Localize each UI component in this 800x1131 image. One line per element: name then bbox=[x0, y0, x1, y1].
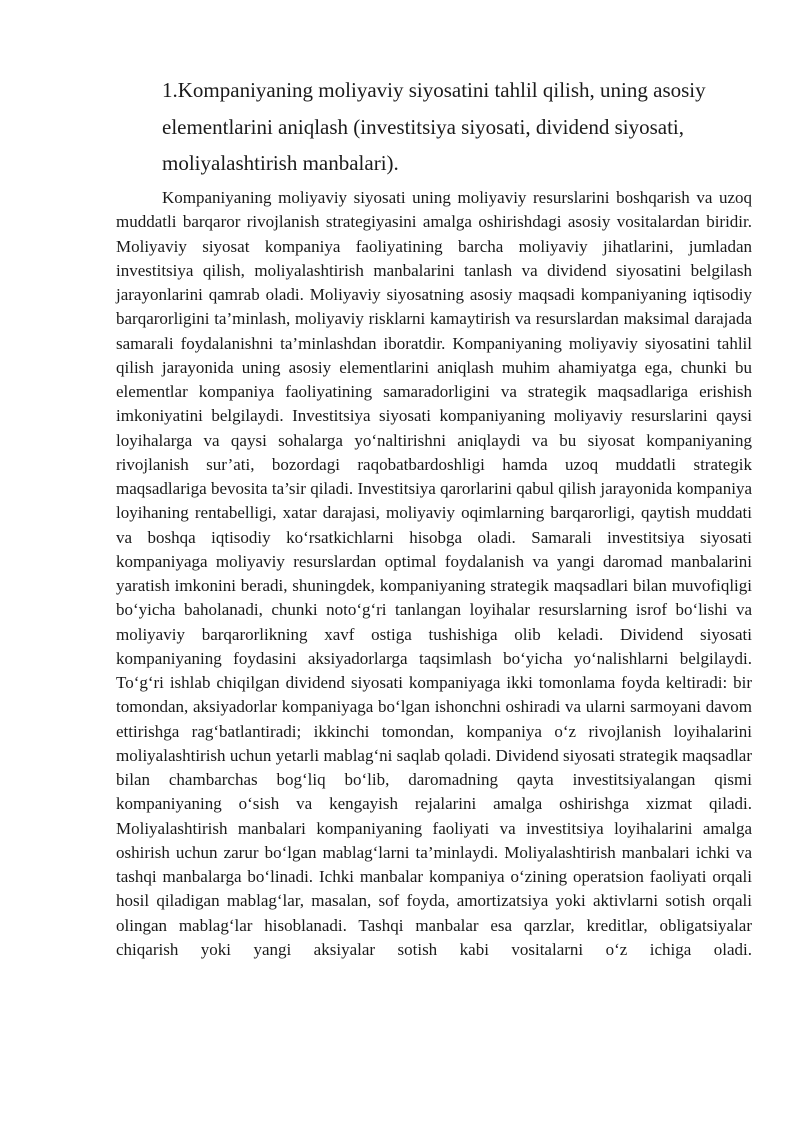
body-paragraph: Kompaniyaning moliyaviy siyosati uning moliyaviy resurslarini boshqarish va uzoq muddatli barqaror rivojlanish strategiyasini amalga oshirishdagi asosiy vositalardan biridir. Moliyaviy siyosat kompaniya faoliyatining barcha moliyaviy jihatlarini, jumladan investitsiya qilish, moliyalashtirish manbalarini tanlash va dividend siyosatini belgilash jarayonlarini qamrab oladi. Moliyaviy siyosatning asosiy maqsadi kompaniyaning iqtisodiy barqarorligini ta’minlash, moliyaviy risklarni kamaytirish va resurslardan maksimal darajada samarali foydalanishni ta’minlashdan iboratdir. Kompaniyaning moliyaviy siyosatini tahlil qilish jarayonida uning asosiy elementlarini aniqlash muhim ahamiyatga ega, chunki bu elementlar kompaniya faoliyatining samaradorligini va strategik maqsadlariga erishish imkoniyatini belgilaydi. Investitsiya siyosati kompaniyaning moliyaviy resurslarini qaysi loyihalarga va qaysi sohalarga yo‘naltirishni aniqlaydi va bu siyosat kompaniyaning rivojlanish sur’ati, bozordagi raqobatbardoshligi hamda uzoq muddatli strategik maqsadlariga bevosita ta’sir qiladi. Investitsiya qarorlarini qabul qilish jarayonida kompaniya loyihaning rentabelligi, xatar darajasi, moliyaviy oqimlarning barqarorligi, qaytish muddati va boshqa iqtisodiy ko‘rsatkichlarni hisobga oladi. Samarali investitsiya siyosati kompaniyaga moliyaviy resurslardan optimal foydalanish va yangi daromad manbalarini yaratish imkonini beradi, shuningdek, kompaniyaning strategik maqsadlari bilan muvofiqligi bo‘yicha baholanadi, chunki noto‘g‘ri tanlangan loyihalar resurslarning isrof bo‘lishi va moliyaviy barqarorlikning xavf ostiga tushishiga olib keladi. Dividend siyosati kompaniyaning foydasini aksiyadorlarga taqsimlash bo‘yicha yo‘nalishlarni belgilaydi. To‘g‘ri ishlab chiqilgan dividend siyosati kompaniyaga ikki tomonlama foyda keltiradi: bir tomondan, aksiyadorlar kompaniyaga bo‘lgan ishonchni oshiradi va ularni sarmoyani davom ettirishga rag‘batlantiradi; ikkinchi tomondan, kompaniya o‘z rivojlanish loyihalarini moliyalashtirish uchun yetarli mablag‘ni saqlab qoladi. Dividend siyosati strategik maqsadlar bilan chambarchas bog‘liq bo‘lib, daromadning qayta investitsiyalangan qismi kompaniyaning o‘sish va kengayish rejalarini amalga oshirishga xizmat qiladi. Moliyalashtirish manbalari kompaniyaning faoliyati va investitsiya loyihalarini amalga oshirish uchun zarur bo‘lgan mablag‘larni ta’minlaydi. Moliyalashtirish manbalari ichki va tashqi manbalarga bo‘linadi. Ichki manbalar kompaniya o‘zining operatsion faoliyati orqali hosil qiladigan mablag‘lar, masalan, sof foyda, amortizatsiya yoki aktivlarni sotish orqali olingan mablag‘lar hisoblanadi. Tashqi manbalar esa qarzlar, kreditlar, obligatsiyalar chiqarish yoki yangi aksiyalar sotish kabi vositalarni o‘z ichiga oladi. bbox=[116, 188, 752, 959]
section-heading: 1.Kompaniyaning moliyaviy siyosatini tahlil qilish, uning asosiy elementlarini aniqlash (investitsiya siyosati, dividend siyosati, moliyalashtirish manbalari). bbox=[162, 78, 706, 175]
